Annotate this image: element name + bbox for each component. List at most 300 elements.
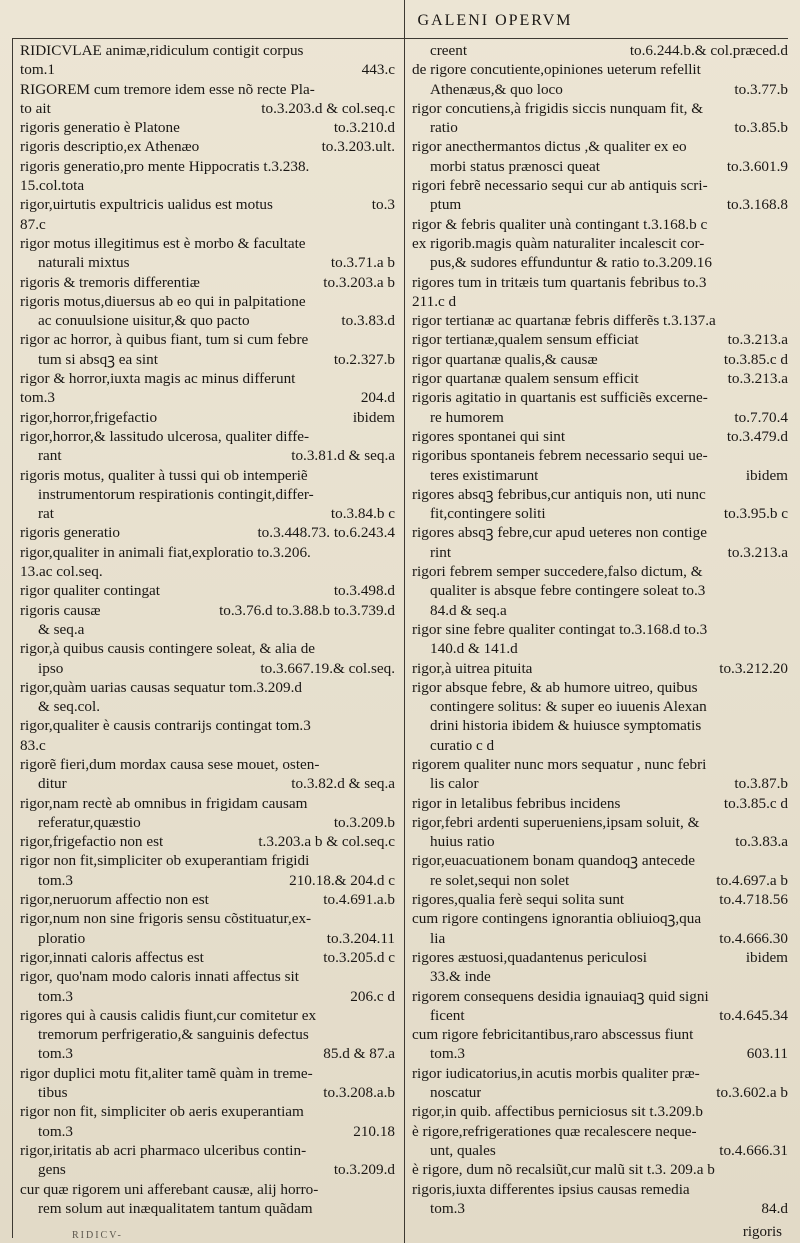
entry-text: 84.d & seq.a (430, 601, 507, 619)
index-entry-line (20, 408, 395, 427)
entry-text: qualiter is absque febre contingere soleat to.3 (430, 582, 706, 600)
left-margin-rule (12, 38, 13, 1238)
entry-text: tom.1 (20, 61, 56, 79)
entry-text: rigori febrẽ necessario sequi cur ab antiquis scri- (412, 177, 708, 195)
entry-text: rigoris generatio,pro mente Hippocratis t.3.238. (20, 157, 310, 175)
entry-text: rigor,à uitrea pituita (412, 659, 533, 677)
entry-text: rigores absqꝫ febribus,cur antiquis non, uti nunc (412, 485, 706, 503)
entry-text: lis calor (430, 775, 479, 793)
entry-text: cum rigore contingens ignorantia obliuioqꝫ,qua (412, 910, 702, 928)
index-entry-line (20, 292, 395, 311)
entry-text: tom.3 (38, 987, 74, 1005)
entry-text: tom.3 (38, 1122, 74, 1140)
entry-reference: to.3.498.d (333, 582, 395, 600)
entry-reference: to.3.448.73. to.6.243.4 (257, 524, 395, 542)
entry-reference: to.3.83.d (341, 312, 395, 330)
entry-text: 33.& inde (430, 968, 491, 986)
index-entry-line (412, 1006, 788, 1025)
index-entry-line (412, 1044, 788, 1063)
index-entry-line (20, 446, 395, 465)
entry-text: rigor in letalibus febribus incidens (412, 794, 621, 812)
entry-reference: to.4.645.34 (719, 1006, 788, 1024)
entry-reference: 443.c (361, 61, 395, 79)
entry-text: 140.d & 141.d (430, 640, 518, 658)
entry-text: curatio c d (430, 736, 495, 754)
entry-reference: to.3.203.ult. (321, 138, 395, 156)
entry-text: rigor,uirtutis expultricis ualidus est motus (20, 196, 273, 214)
index-entry-line (412, 311, 788, 330)
entry-text: naturali mixtus (38, 254, 130, 272)
entry-text: è rigore,refrigerationes quæ recalescere neque- (412, 1122, 697, 1140)
entry-text: rigor ac horror, à quibus fiant, tum si cum febre (20, 331, 309, 349)
index-entry-line (20, 562, 395, 581)
index-entry-line (20, 118, 395, 137)
entry-text: rigor quartanæ qualem sensum efficit (412, 370, 639, 388)
entry-text: rigores absqꝫ febre,cur apud ueteres non contige (412, 524, 707, 542)
entry-reference: to.3.76.d to.3.88.b to.3.739.d (219, 601, 395, 619)
entry-reference: to.4.697.a b (716, 871, 788, 889)
index-entry-line (20, 948, 395, 967)
entry-reference: to.3.208.a.b (323, 1084, 395, 1102)
index-entry-line (20, 755, 395, 774)
entry-reference: to.3.81.d & seq.a (291, 447, 395, 465)
entry-text: rigor, quo'nam modo caloris innati affectus sit (20, 968, 299, 986)
entry-text: rigores spontanei qui sint (412, 427, 566, 445)
entry-reference: 210.18 (353, 1122, 395, 1140)
index-entry-line (20, 1044, 395, 1063)
entry-text: tremorum perfrigeratio,& sanguinis defectus (38, 1026, 309, 1044)
index-entry-line (412, 1141, 788, 1160)
index-entry-line (20, 890, 395, 909)
entry-text: & seq.col. (38, 698, 101, 716)
entry-reference: to.4.718.56 (719, 891, 788, 909)
entry-text: rigor,innati caloris affectus est (20, 948, 204, 966)
index-entry-line (20, 794, 395, 813)
entry-text: gens (38, 1161, 66, 1179)
index-entry-line (20, 41, 395, 60)
entry-text: rigor anecthermantos dictus ,& qualiter ex eo (412, 138, 687, 156)
entry-reference: ibidem (352, 408, 395, 426)
entry-reference: to.4.666.30 (719, 929, 788, 947)
entry-text: tum si absqꝫ ea sint (38, 350, 158, 368)
index-entry-line (412, 987, 788, 1006)
index-entry-line (412, 639, 788, 658)
entry-text: rigor,euacuationem bonam quandoqꝫ antecede (412, 852, 695, 870)
entry-text: rigor qualiter contingat (20, 582, 161, 600)
entry-text: re solet,sequi non solet (430, 871, 570, 889)
index-entry-line (20, 1102, 395, 1121)
entry-text: referatur,quæstio (38, 813, 141, 831)
entry-text: ditur (38, 775, 67, 793)
index-entry-line (412, 755, 788, 774)
left-column (20, 41, 395, 1218)
entry-reference: to.3.213.a (727, 331, 788, 349)
index-entry-line (412, 369, 788, 388)
index-entry-line (20, 678, 395, 697)
index-entry-line (412, 1083, 788, 1102)
right-column (412, 41, 788, 1218)
index-entry-line (20, 832, 395, 851)
entry-text: rigor non fit, simpliciter ob aeris exuperantiam (20, 1103, 304, 1121)
index-entry-line (20, 388, 395, 407)
entry-text: de rigore concutiente,opiniones ueterum refellit (412, 61, 701, 79)
entry-reference: to.2.327.b (333, 350, 395, 368)
entry-reference: to.3.82.d & seq.a (291, 775, 395, 793)
entry-reference: 603.11 (746, 1045, 788, 1063)
entry-reference: to.3 (371, 196, 395, 214)
index-entry-line (20, 176, 395, 195)
index-entry-line (412, 1102, 788, 1121)
entry-reference: to.3.209.d (333, 1161, 395, 1179)
entry-text: ex rigorib.magis quàm naturaliter incalescit cor- (412, 234, 705, 252)
index-entry-line (412, 678, 788, 697)
index-entry-line (412, 234, 788, 253)
entry-text: morbi status prænosci queat (430, 157, 600, 175)
entry-text: rant (38, 447, 62, 465)
entry-text: rigores qui à causis calidis fiunt,cur comitetur ex (20, 1006, 317, 1024)
index-entry-line (412, 716, 788, 735)
entry-text: è rigore, dum nõ recalsiũt,cur malũ sit t.3. 209.a b (412, 1161, 715, 1179)
index-entry-line (20, 273, 395, 292)
entry-text: rint (430, 543, 452, 561)
index-entry-line (412, 659, 788, 678)
entry-text: rigoribus spontaneis febrem necessario sequi ue- (412, 447, 708, 465)
entry-text: rigorem qualiter nunc mors sequatur , nunc febri (412, 755, 707, 773)
entry-text: rigor concutiens,à frigidis siccis nunquam fit, & (412, 99, 704, 117)
entry-reference: to.3.95.b c (723, 505, 788, 523)
entry-text: tom.3 (20, 389, 56, 407)
index-entry-line (412, 80, 788, 99)
entry-text: ipso (38, 659, 64, 677)
entry-text: rigor,num non sine frigoris sensu cõstituatur,ex- (20, 910, 312, 928)
index-entry-line (412, 446, 788, 465)
entry-reference: to.3.83.a (735, 833, 788, 851)
entry-text: tom.3 (430, 1199, 466, 1217)
entry-text: tom.3 (38, 1045, 74, 1063)
index-entry-line (20, 1141, 395, 1160)
entry-text: rigoris motus,diuersus ab eo qui in palpitatione (20, 292, 306, 310)
index-entry-line (20, 813, 395, 832)
index-entry-line (20, 157, 395, 176)
index-entry-line (412, 871, 788, 890)
index-entry-line (20, 967, 395, 986)
index-entry-line (20, 620, 395, 639)
entry-reference: to.3.71.a b (330, 254, 395, 272)
index-entry-line (20, 659, 395, 678)
index-entry-line (20, 234, 395, 253)
index-entry-line (412, 948, 788, 967)
index-entry-line (20, 504, 395, 523)
index-entry-line (20, 1025, 395, 1044)
index-entry-line (20, 929, 395, 948)
entry-text: 211.c d (412, 292, 457, 310)
index-entry-line (20, 987, 395, 1006)
index-entry-line (412, 292, 788, 311)
entry-reference: ibidem (745, 466, 788, 484)
entry-text: cur quæ rigorem uni afferebant causæ, alij horro- (20, 1180, 319, 1198)
entry-text: rigor tertianæ,qualem sensum efficiat (412, 331, 639, 349)
index-entry-line (20, 736, 395, 755)
index-entry-line (20, 1199, 395, 1218)
index-entry-line (412, 620, 788, 639)
entry-text: huius ratio (430, 833, 495, 851)
entry-reference: 204.d (360, 389, 395, 407)
entry-text: re humorem (430, 408, 504, 426)
column-divider (404, 0, 405, 1243)
index-entry-line (412, 273, 788, 292)
index-entry-line (412, 60, 788, 79)
entry-text: rigor,horror,frigefactio (20, 408, 158, 426)
index-entry-line (412, 408, 788, 427)
entry-reference: to.3.84.b c (330, 505, 395, 523)
entry-text: teres existimarunt (430, 466, 539, 484)
index-entry-line (20, 697, 395, 716)
entry-text: rigoris motus, qualiter à tussi qui ob intemperiẽ (20, 466, 308, 484)
entry-text: pus,& sudores effunduntur & ratio to.3.209.16 (430, 254, 712, 272)
entry-text: rigor,in quib. affectibus perniciosus sit t.3.209.b (412, 1103, 704, 1121)
entry-text: 15.col.tota (20, 177, 85, 195)
entry-text: rigor,iritatis ab acri pharmaco ulceribus contin- (20, 1141, 307, 1159)
index-entry-line (412, 774, 788, 793)
entry-text: rigor duplici motu fit,aliter tamẽ quàm in treme- (20, 1064, 313, 1082)
entry-text: 87.c (20, 215, 46, 233)
index-entry-line (20, 80, 395, 99)
entry-text: rigoris causæ (20, 601, 101, 619)
entry-reference: to.3.203.a b (323, 273, 395, 291)
index-entry-line (20, 871, 395, 890)
index-entry-line (412, 99, 788, 118)
entry-text: rigores,qualia ferè sequi solita sunt (412, 891, 625, 909)
index-entry-line (20, 330, 395, 349)
index-entry-line (20, 543, 395, 562)
entry-text: Athenæus,& quo loco (430, 80, 563, 98)
index-entry-line (412, 1199, 788, 1218)
signature-mark: RIDICV- (72, 1230, 123, 1241)
index-entry-line (412, 215, 788, 234)
index-entry-line (412, 523, 788, 542)
index-entry-line (412, 813, 788, 832)
header-rule (12, 38, 788, 39)
index-entry-line (20, 60, 395, 79)
entry-reference: to.3.205.d c (323, 948, 395, 966)
index-entry-line (20, 99, 395, 118)
entry-reference: 84.d (761, 1199, 788, 1217)
index-entry-line (20, 774, 395, 793)
index-entry-line (412, 794, 788, 813)
entry-text: rigoris & tremoris differentiæ (20, 273, 200, 291)
entry-reference: to.3.85.c d (723, 794, 788, 812)
entry-reference: to.3.204.11 (326, 929, 395, 947)
entry-reference: to.3.77.b (734, 80, 788, 98)
index-entry-line (412, 118, 788, 137)
entry-reference: to.3.601.9 (726, 157, 788, 175)
index-entry-line (412, 176, 788, 195)
entry-reference: 85.d & 87.a (323, 1045, 395, 1063)
entry-reference: to.3.85.c d (723, 350, 788, 368)
entry-text: RIDICVLAE animæ,ridiculum contigit corpus (20, 42, 304, 59)
entry-text: rigor,febri ardenti superueniens,ipsam soluit, & (412, 813, 700, 831)
entry-text: rigor,à quibus causis contingere soleat, & alia de (20, 640, 316, 658)
entry-text: rigor tertianæ ac quartanæ febris differẽs t.3.137.a (412, 312, 716, 330)
index-entry-line (412, 581, 788, 600)
entry-text: lia (430, 929, 446, 947)
index-entry-line (20, 195, 395, 214)
index-entry-line (412, 195, 788, 214)
entry-reference: to.3.168.8 (726, 196, 788, 214)
index-entry-line (20, 1064, 395, 1083)
index-entry-line (20, 427, 395, 446)
index-entry-line (412, 909, 788, 928)
entry-text: rigor,nam rectè ab omnibus in frigidam causam (20, 794, 308, 812)
entry-text: tom.3 (430, 1045, 466, 1063)
index-entry-line (20, 1160, 395, 1179)
index-entry-line (20, 716, 395, 735)
entry-text: & seq.a (38, 620, 85, 638)
entry-text: rigoris descriptio,ex Athenæo (20, 138, 200, 156)
index-entry-line (412, 562, 788, 581)
entry-text: fit,contingere soliti (430, 505, 546, 523)
entry-text: ficent (430, 1006, 465, 1024)
index-entry-line (20, 523, 395, 542)
index-entry-line (20, 639, 395, 658)
entry-reference: to.3.203.d & col.seq.c (261, 99, 395, 117)
index-entry-line (412, 427, 788, 446)
index-entry-line (412, 350, 788, 369)
entry-text: 13.ac col.seq. (20, 563, 103, 581)
entry-text: rigoris agitatio in quartanis est sufficiẽs excerne- (412, 389, 708, 407)
index-entry-line (412, 1180, 788, 1199)
index-entry-line (20, 215, 395, 234)
entry-text: rigores æstuosi,quadantenus periculosi (412, 948, 647, 966)
entry-reference: to.3.667.19.& col.seq. (260, 659, 395, 677)
entry-text: rigor,quàm uarias causas sequatur tom.3.209.d (20, 678, 302, 696)
index-entry-line (412, 157, 788, 176)
entry-text: RIGOREM cum tremore idem esse nõ recte Pla- (20, 80, 315, 98)
entry-reference: to.3.602.a b (716, 1084, 788, 1102)
entry-text: rigor quartanæ qualis,& causæ (412, 350, 598, 368)
entry-reference: ibidem (745, 948, 788, 966)
entry-text: rigor,qualiter in animali fiat,exploratio to.3.206. (20, 543, 311, 561)
entry-text: drini historia ibidem & huiusce symptomatis (430, 717, 702, 735)
entry-text: rigoris,iuxta differentes ipsius causas remedia (412, 1180, 690, 1198)
index-entry-line (412, 929, 788, 948)
entry-reference: to.3.210.d (333, 119, 395, 137)
index-entry-line (412, 504, 788, 523)
entry-text: contingere solitus: & super eo iuuenis Alexan (430, 698, 707, 716)
entry-reference: to.4.691.a.b (323, 891, 395, 909)
entry-text: rigor,neruorum affectio non est (20, 891, 209, 909)
entry-reference: to.3.87.b (734, 775, 788, 793)
entry-text: rigorem consequens desidia ignauiaqꝫ quid signi (412, 987, 709, 1005)
index-entry-line (412, 736, 788, 755)
index-entry-line (20, 369, 395, 388)
index-entry-line (20, 311, 395, 330)
entry-text: rigorẽ fieri,dum mordax causa sese mouet, osten- (20, 755, 320, 773)
entry-text: noscatur (430, 1084, 482, 1102)
entry-text: rigor sine febre qualiter contingat to.3.168.d to.3 (412, 620, 708, 638)
index-entry-line (412, 1160, 788, 1179)
index-entry-line (412, 967, 788, 986)
entry-text: rigor iudicatorius,in acutis morbis qualiter præ- (412, 1064, 700, 1082)
index-entry-line (412, 601, 788, 620)
entry-reference: to.3.213.a (727, 543, 788, 561)
entry-text: rigor absque febre, & ab humore uitreo, quibus (412, 678, 698, 696)
entry-text: rigor,qualiter è causis contrarijs contingat tom.3 (20, 717, 311, 735)
entry-text: rigor motus illegitimus est è morbo & facultate (20, 234, 306, 252)
entry-reference: 206.c d (350, 987, 395, 1005)
entry-reference: to.3.479.d (726, 427, 788, 445)
entry-text: cum rigore febricitantibus,raro abscessus fiunt (412, 1026, 694, 1044)
index-entry-line (412, 330, 788, 349)
index-entry-line (20, 1006, 395, 1025)
index-entry-line (412, 466, 788, 485)
entry-text: rigores tum in tritæis tum quartanis febribus to.3 (412, 273, 707, 291)
entry-reference: t.3.203.a b & col.seq.c (258, 833, 395, 851)
index-entry-line (20, 1083, 395, 1102)
index-entry-line (412, 890, 788, 909)
entry-text: instrumentorum respirationis contingit,differ- (38, 485, 314, 503)
entry-text: ploratio (38, 929, 86, 947)
entry-text: tom.3 (38, 871, 74, 889)
entry-text: rigoris generatio è Platone (20, 119, 180, 137)
running-title: GALENI OPERVM (417, 12, 573, 29)
index-entry-line (20, 466, 395, 485)
index-entry-line (412, 697, 788, 716)
index-entry-line (20, 1122, 395, 1141)
entry-reference: to.4.666.31 (719, 1141, 788, 1159)
entry-text: ac conuulsione uisitur,& quo pacto (38, 312, 250, 330)
index-entry-line (412, 137, 788, 156)
index-entry-line (20, 909, 395, 928)
entry-text: rigor & febris qualiter unà contingant t.3.168.b c (412, 215, 708, 233)
index-entry-line (412, 1064, 788, 1083)
entry-reference: to.6.244.b.& col.præced.d (629, 42, 788, 59)
index-entry-line (412, 832, 788, 851)
entry-text: rat (38, 505, 55, 523)
entry-text: rigor,horror,& lassitudo ulcerosa, qualiter diffe- (20, 427, 310, 445)
index-entry-line (412, 388, 788, 407)
entry-text: 83.c (20, 736, 46, 754)
entry-text: creent (430, 42, 468, 59)
index-entry-line (20, 1180, 395, 1199)
entry-text: ratio (430, 119, 458, 137)
entry-text: rigor,frigefactio non est (20, 833, 164, 851)
entry-text: rigori febrem semper succedere,falso dictum, & (412, 563, 703, 581)
index-entry-line (412, 41, 788, 60)
entry-reference: to.3.85.b (734, 119, 788, 137)
index-entry-line (20, 601, 395, 620)
index-entry-line (412, 851, 788, 870)
entry-text: to ait (20, 99, 51, 117)
entry-text: ptum (430, 196, 462, 214)
index-entry-line (412, 1122, 788, 1141)
catchword: rigoris (742, 1224, 782, 1240)
index-entry-line (412, 543, 788, 562)
entry-reference: 210.18.& 204.d c (289, 871, 395, 889)
index-entry-line (20, 485, 395, 504)
entry-reference: to.3.209.b (333, 813, 395, 831)
entry-text: unt, quales (430, 1141, 496, 1159)
index-entry-line (20, 851, 395, 870)
entry-text: rem solum aut inæqualitatem tantum quãdam (38, 1199, 313, 1217)
entry-text: rigor & horror,iuxta magis ac minus differunt (20, 370, 296, 388)
index-entry-line (20, 581, 395, 600)
index-entry-line (412, 485, 788, 504)
index-entry-line (412, 253, 788, 272)
index-entry-line (20, 350, 395, 369)
entry-text: tibus (38, 1084, 68, 1102)
entry-reference: to.3.212.20 (719, 659, 788, 677)
